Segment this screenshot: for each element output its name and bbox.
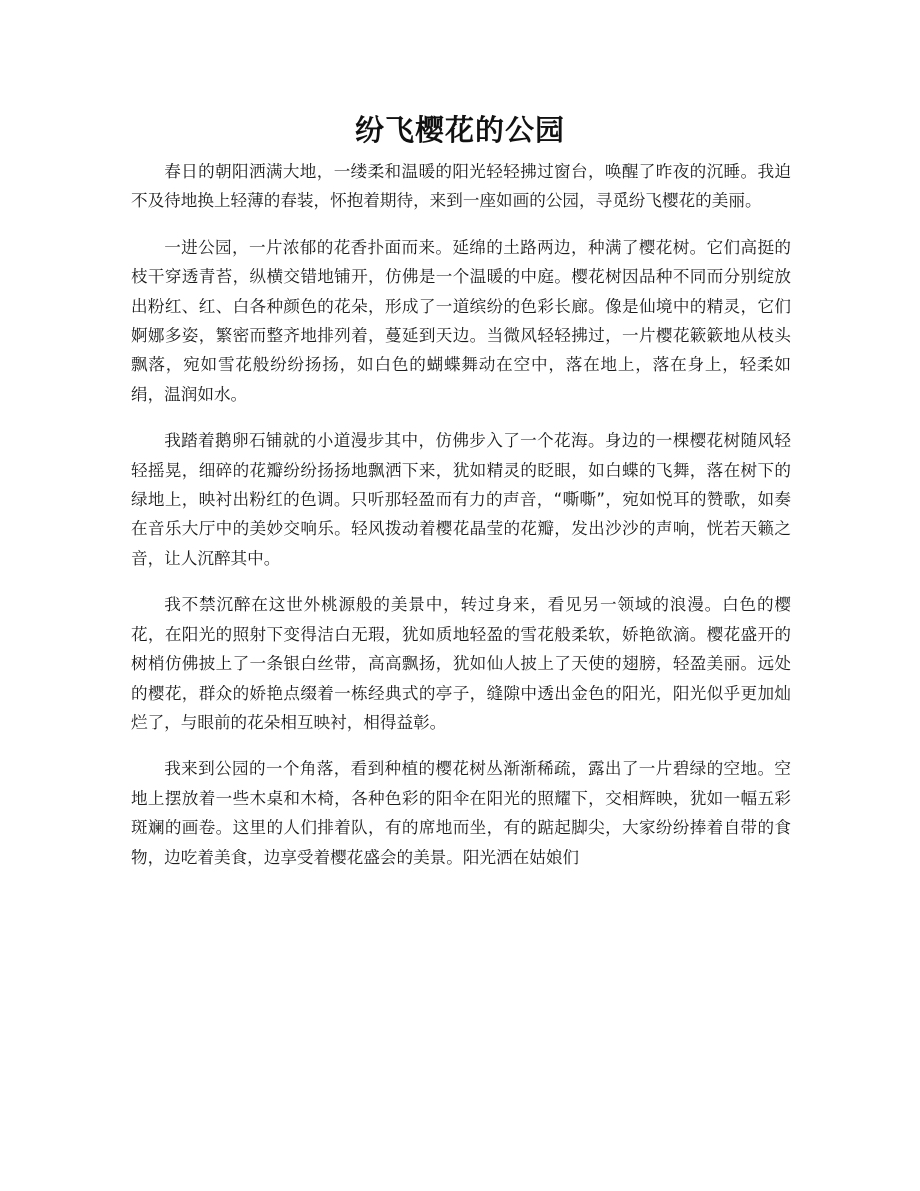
document-title: 纷飞樱花的公园 [354,113,565,147]
paragraph-1: 春日的朝阳洒满大地，一缕柔和温暖的阳光轻轻拂过窗台，唤醒了昨夜的沉睡。我迫不及待地换上轻薄的春装，怀抱着期待，来到一座如画的公园，寻觅纷飞樱花的美丽。 [131,162,791,211]
paragraph-2: 一进公园，一片浓郁的花香扑面而来。延绵的土路两边，种满了樱花树。它们高挺的枝干穿透青苔，纵横交错地铺开，仿佛是一个温暖的中庭。樱花树因品种不同而分别绽放出粉红、红、白各种颜色的花朵，形成了一道缤纷的色彩长廊。像是仙境中的精灵，它们婀娜多姿，繁密而整齐地排列着，蔓延到天边。当微风轻轻拂过，一片樱花簌簌地从枝头飘落，宛如雪花般纷纷扬扬，如白色的蝴蝶舞动在空中，落在地上，落在身上，轻柔如绢，温润如水。 [131,237,791,404]
paragraph-4: 我不禁沉醉在这世外桃源般的美景中，转过身来，看见另一领域的浪漫。白色的樱花，在阳光的照射下变得洁白无瑕，犹如质地轻盈的雪花般柔软，娇艳欲滴。樱花盛开的树梢仿佛披上了一条银白丝带，高高飘扬，犹如仙人披上了天使的翅膀，轻盈美丽。远处的樱花，群众的娇艳点缀着一栋经典式的亭子，缝隙中透出金色的阳光，阳光似乎更加灿烂了，与眼前的花朵相互映衬，相得益彰。 [131,595,791,732]
paragraph-3: 我踏着鹅卵石铺就的小道漫步其中，仿佛步入了一个花海。身边的一棵樱花树随风轻轻摇晃，细碎的花瓣纷纷扬扬地飘洒下来，犹如精灵的眨眼，如白蝶的飞舞，落在树下的绿地上，映衬出粉红的色调。只听那轻盈而有力的声音，“嘶嘶”，宛如悦耳的赞歌，如奏在音乐大厅中的美妙交响乐。轻风拨动着樱花晶莹的花瓣，发出沙沙的声响，恍若天籁之音，让人沉醉其中。 [131,431,791,568]
paragraph-5: 我来到公园的一个角落，看到种植的樱花树丛渐渐稀疏，露出了一片碧绿的空地。空地上摆放着一些木桌和木椅，各种色彩的阳伞在阳光的照耀下，交相辉映，犹如一幅五彩斑斓的画卷。这里的人们排着队，有的席地而坐，有的踮起脚尖，大家纷纷捧着自带的食物，边吃着美食，边享受着樱花盛会的美景。阳光洒在姑娘们 [131,759,791,867]
document-body [131,157,791,889]
